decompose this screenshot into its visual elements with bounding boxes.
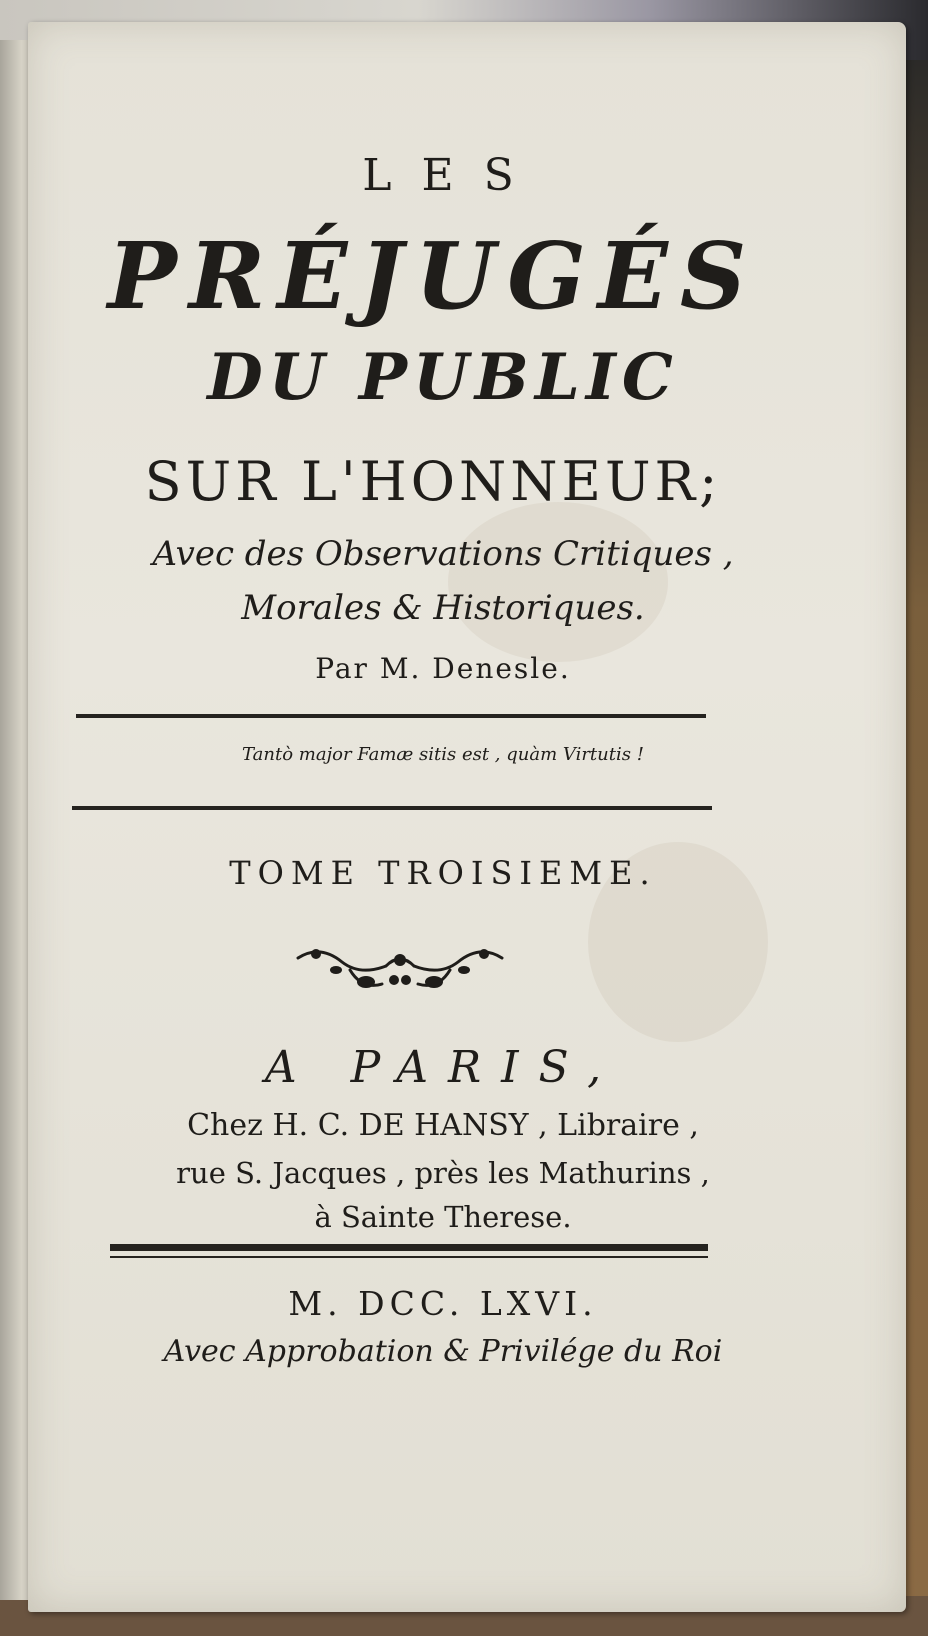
paper-stain	[448, 502, 668, 662]
publication-year: M. DCC. LXVI.	[288, 1284, 598, 1323]
title-line-prejuges: PRÉJUGÉS	[107, 222, 759, 330]
author-line: Par M. Denesle.	[315, 652, 571, 685]
rule-top	[76, 714, 706, 718]
title-page	[28, 22, 906, 1612]
volume-line: TOME TROISIEME.	[229, 854, 657, 892]
subtitle-line-1: Avec des Observations Critiques ,	[152, 534, 734, 574]
title-line-les: LES	[362, 150, 544, 201]
title-line-honneur: SUR L'HONNEUR;	[144, 450, 722, 513]
imprint-line-3: à Sainte Therese.	[314, 1200, 572, 1234]
rule-middle	[72, 806, 712, 810]
motto: Tantò major Famæ sitis est , quàm Virtutis !	[242, 744, 644, 765]
rule-bottom-thick	[110, 1244, 708, 1251]
place-line: A PARIS,	[264, 1042, 622, 1093]
title-line-du-public: DU PUBLIC	[207, 340, 679, 415]
privilege-line: Avec Approbation & Privilége du Roi	[163, 1334, 723, 1369]
imprint-line-1: Chez H. C. DE HANSY , Libraire ,	[187, 1108, 699, 1143]
imprint-line-2: rue S. Jacques , près les Mathurins ,	[176, 1156, 710, 1190]
subtitle-line-2: Morales & Historiques.	[241, 588, 645, 628]
floral-ornament-icon	[290, 940, 510, 1000]
rule-bottom-thin	[110, 1256, 708, 1258]
